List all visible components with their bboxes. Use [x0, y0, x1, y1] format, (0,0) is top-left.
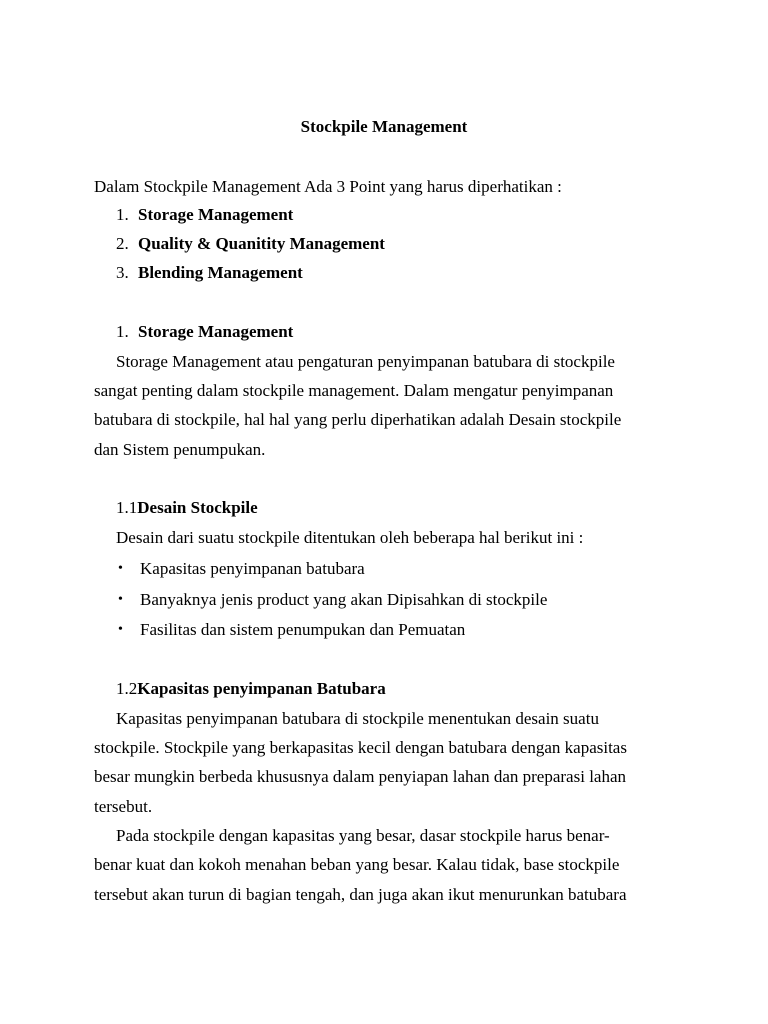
bullet-icon: • [118, 622, 123, 637]
section-1-2-paragraph-line: Pada stockpile dengan kapasitas yang besar, dasar stockpile harus benar- [116, 826, 610, 845]
section-1-paragraph-line: sangat penting dalam stockpile management. Dalam mengatur penyimpanan [94, 381, 614, 400]
section-1-1-heading [116, 498, 258, 518]
bullet-icon: • [118, 561, 123, 576]
section-1-2-paragraph-line: tersebut. [94, 797, 153, 816]
point-label: Quality & Quanitity Management [138, 234, 385, 253]
point-number: 2. [116, 234, 129, 253]
section-title: Kapasitas penyimpanan Batubara [137, 679, 386, 698]
section-number: 1. [116, 322, 129, 341]
point-3 [116, 263, 303, 283]
section-1-2-paragraph-line: tersebut akan turun di bagian tengah, dan juga akan ikut menurunkan batubara [94, 885, 627, 904]
section-title: Desain Stockpile [137, 498, 258, 517]
section-1-paragraph-line: Storage Management atau pengaturan penyimpanan batubara di stockpile [116, 352, 615, 371]
bullet-icon: • [118, 592, 123, 607]
section-title: Storage Management [138, 322, 294, 341]
bullet-item: Banyaknya jenis product yang akan Dipisahkan di stockpile [140, 590, 548, 609]
section-1-2-paragraph-line: besar mungkin berbeda khususnya dalam penyiapan lahan dan preparasi lahan [94, 767, 627, 786]
section-1-heading [116, 322, 293, 342]
section-1-1-lead: Desain dari suatu stockpile ditentukan oleh beberapa hal berikut ini : [116, 528, 584, 547]
section-1-paragraph-line: dan Sistem penumpukan. [94, 440, 266, 459]
document-title: Stockpile Management [300, 117, 468, 136]
point-label: Storage Management [138, 205, 294, 224]
section-1-2-paragraph-line: stockpile. Stockpile yang berkapasitas kecil dengan batubara dengan kapasitas [94, 738, 627, 757]
section-1-2-paragraph-line: benar kuat dan kokoh menahan beban yang besar. Kalau tidak, base stockpile [94, 855, 620, 874]
bullet-item: Kapasitas penyimpanan batubara [140, 559, 365, 578]
point-2 [116, 234, 385, 254]
section-1-2-paragraph-line: Kapasitas penyimpanan batubara di stockpile menentukan desain suatu [116, 709, 599, 728]
point-number: 1. [116, 205, 129, 224]
bullet-item: Fasilitas dan sistem penumpukan dan Pemuatan [140, 620, 466, 639]
section-number: 1.1 [116, 498, 138, 517]
point-number: 3. [116, 263, 129, 282]
intro-text: Dalam Stockpile Management Ada 3 Point yang harus diperhatikan : [94, 177, 562, 196]
point-label: Blending Management [138, 263, 303, 282]
point-1 [116, 205, 293, 225]
section-1-paragraph-line: batubara di stockpile, hal hal yang perlu diperhatikan adalah Desain stockpile [94, 410, 622, 429]
section-number: 1.2 [116, 679, 138, 698]
section-1-2-heading [116, 679, 386, 699]
